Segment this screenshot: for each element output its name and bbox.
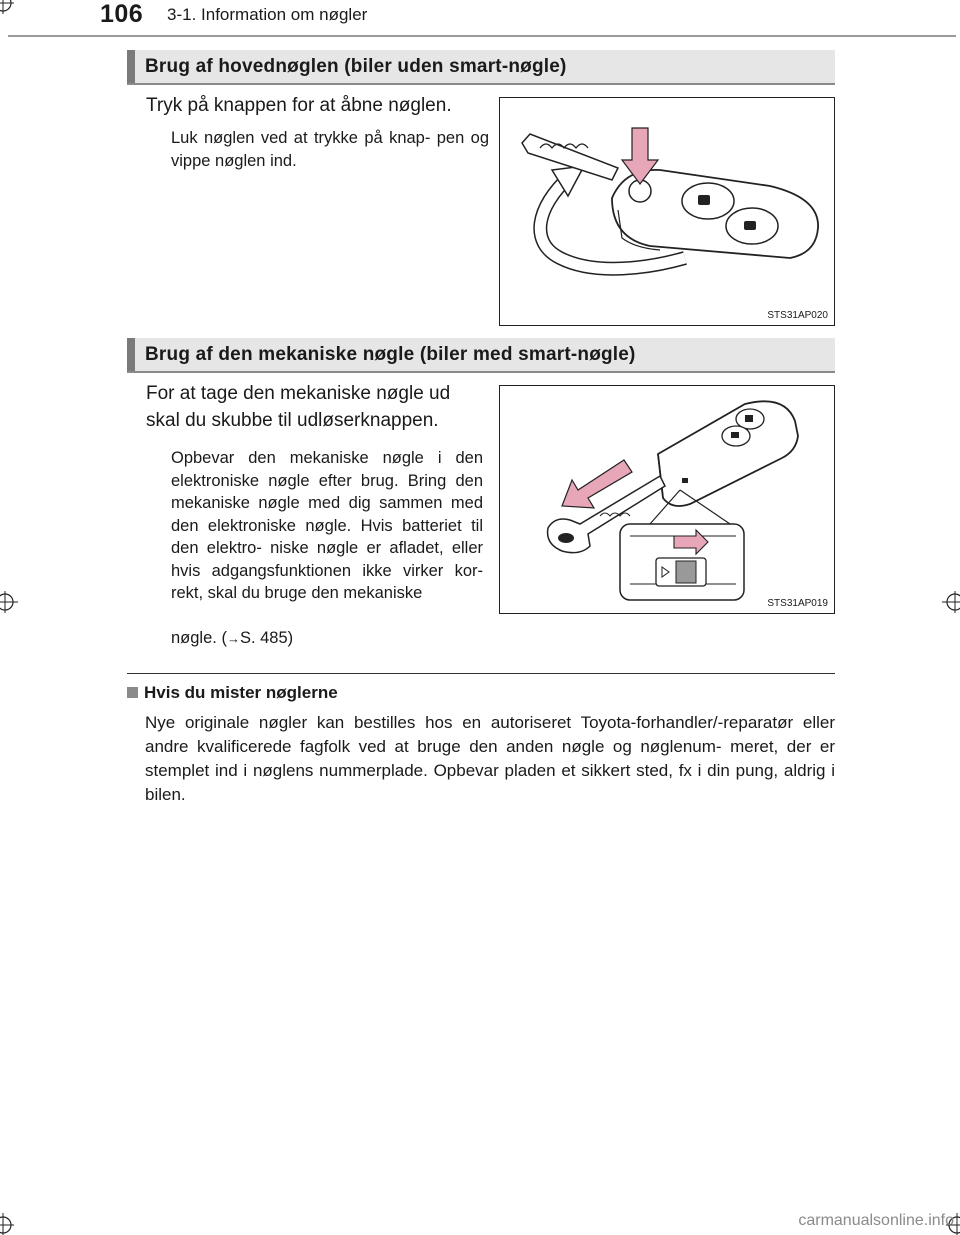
crop-mark-icon <box>0 591 22 613</box>
watermark: carmanualsonline.info <box>798 1212 954 1229</box>
section-heading-text: Brug af den mekaniske nøgle (biler med smart-nøgle) <box>145 344 636 365</box>
heading-bar <box>127 50 135 83</box>
flip-key-illustration <box>500 98 834 325</box>
subsection-paragraph: Nye originale nøgler kan bestilles hos en autoriseret Toyota-forhandler/-reparatør eller andre kvalificerede fagfolk ved at bruge den anden nøgle og nøglenum- meret, der er stemplet ind i nøglens nummerplade. Opbevar pladen et sikkert sted, fx i din pung, aldrig i bilen. <box>145 713 835 804</box>
instruction-body: Opbevar den mekaniske nøgle i den elektroniske nøgle efter brug. Bring den mekaniske nøgle med dig sammen med den elektroniske nøgle. Hvis batteriet til den elektro- niske nøgle er afladet, eller hvis adgangsfunktionen ikke virker kor- rekt, skal du bruge den mekaniske <box>171 449 483 602</box>
subsection-heading-text: Hvis du mister nøglerne <box>144 683 338 702</box>
figure-smart-key <box>499 385 835 614</box>
crop-mark-icon <box>0 1213 22 1235</box>
page-number: 106 <box>100 0 144 28</box>
smart-key-illustration <box>500 386 834 613</box>
heading-bar <box>127 338 135 371</box>
reference-arrow-icon: → <box>226 631 240 646</box>
instruction-body: Luk nøglen ved at trykke på knap- pen og vippe nøglen ind. <box>171 129 489 170</box>
figure-code: STS31AP020 <box>767 310 828 321</box>
crop-mark-icon <box>938 591 960 613</box>
figure-code: STS31AP019 <box>767 598 828 609</box>
square-bullet-icon <box>127 687 138 698</box>
page-reference-line <box>171 627 483 651</box>
reference-prefix: nøgle. ( <box>171 629 227 647</box>
section-heading-mechanical-key <box>127 338 835 373</box>
running-title: 3-1. Information om nøgler <box>167 5 368 24</box>
crop-mark-icon <box>0 0 22 22</box>
section-heading-text: Brug af hovednøglen (biler uden smart-nøgle) <box>145 56 567 77</box>
instruction-lead-line-1: For at tage den mekaniske nøgle ud <box>146 383 451 404</box>
page-reference[interactable]: S. 485) <box>239 629 294 647</box>
subsection-heading <box>127 683 338 703</box>
section-heading-main-key <box>127 50 835 85</box>
instruction-lead-line-2: skal du skubbe til udløserknappen. <box>146 410 439 431</box>
header-rule <box>8 35 956 37</box>
figure-flip-key <box>499 97 835 326</box>
separator-rule <box>127 673 835 674</box>
instruction-lead: Tryk på knappen for at åbne nøglen. <box>146 95 452 116</box>
